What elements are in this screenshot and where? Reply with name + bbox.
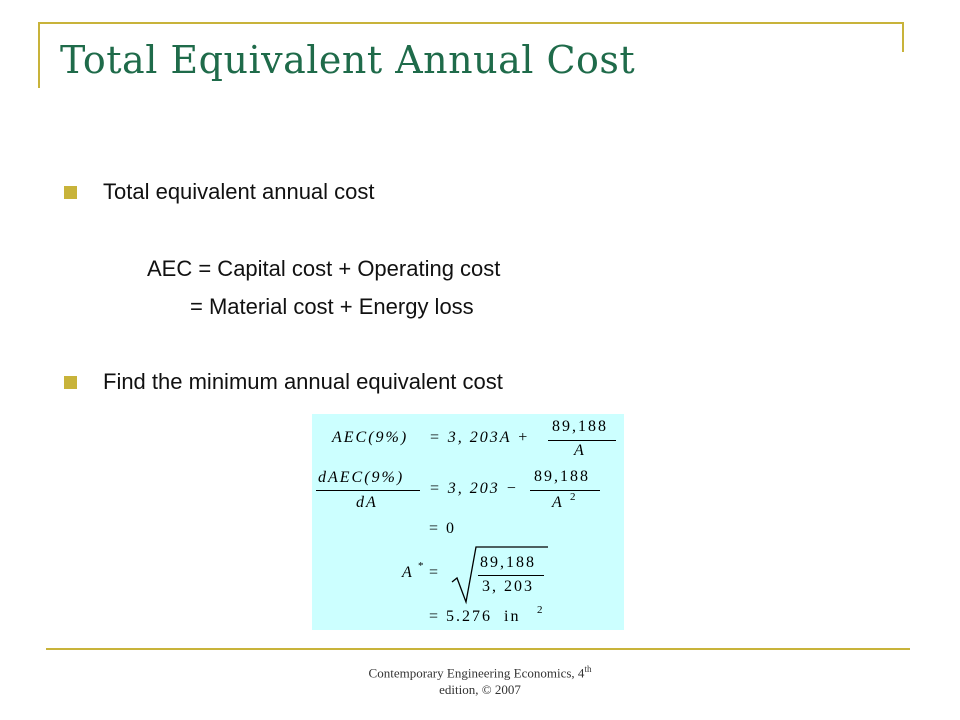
math-row4-lhs: A	[402, 564, 414, 581]
frame-top-rule	[38, 22, 904, 24]
equation-line-1: AEC = Capital cost + Operating cost	[147, 256, 501, 281]
math-row1-eq: = 3, 203A +	[429, 429, 531, 446]
math-row1-num: 89,188	[552, 418, 608, 435]
math-row5-sup: 2	[537, 604, 543, 616]
math-row4-star: *	[418, 560, 424, 572]
bullet-marker	[64, 376, 77, 389]
math-row1-frac-bar	[548, 440, 616, 441]
bullet-text-find-min: Find the minimum annual equivalent cost	[103, 369, 503, 394]
footer-line-1	[300, 664, 660, 681]
math-row5: = 5.276 in	[429, 608, 521, 625]
equation-image	[312, 414, 624, 630]
math-row2-eq: = 3, 203 −	[429, 480, 519, 497]
frame-right-rule	[902, 22, 904, 52]
equation-line-2: = Material cost + Energy loss	[190, 294, 474, 319]
math-row1-lhs: AEC(9%)	[332, 429, 409, 446]
footer-sup: th	[584, 664, 592, 674]
math-row2-den-sup: 2	[570, 491, 576, 503]
footer-rule	[46, 648, 910, 650]
footer-line-2: edition, © 2007	[439, 682, 521, 697]
math-row2-frac-bar	[530, 490, 600, 491]
bullet-marker	[64, 186, 77, 199]
math-row2-den: A	[552, 494, 564, 511]
math-row4-frac-bar	[478, 575, 544, 576]
math-row4-eq: =	[429, 564, 441, 581]
bullet-text-total-cost: Total equivalent annual cost	[103, 179, 375, 204]
math-row2-num: 89,188	[534, 468, 590, 485]
math-row1-den: A	[574, 442, 586, 459]
math-row2-lhs-num: dAEC(9%)	[318, 469, 405, 486]
math-row2-lhs-den: dA	[356, 494, 378, 511]
math-row2-lhs-bar	[316, 490, 420, 491]
footer-text: Contemporary Engineering Economics, 4	[368, 665, 585, 681]
math-row4-num: 89,188	[480, 554, 536, 571]
frame-left-rule	[38, 22, 40, 88]
slide-title: Total Equivalent Annual Cost	[60, 38, 636, 82]
math-row3: = 0	[429, 520, 457, 537]
math-row4-den: 3, 203	[482, 578, 534, 595]
